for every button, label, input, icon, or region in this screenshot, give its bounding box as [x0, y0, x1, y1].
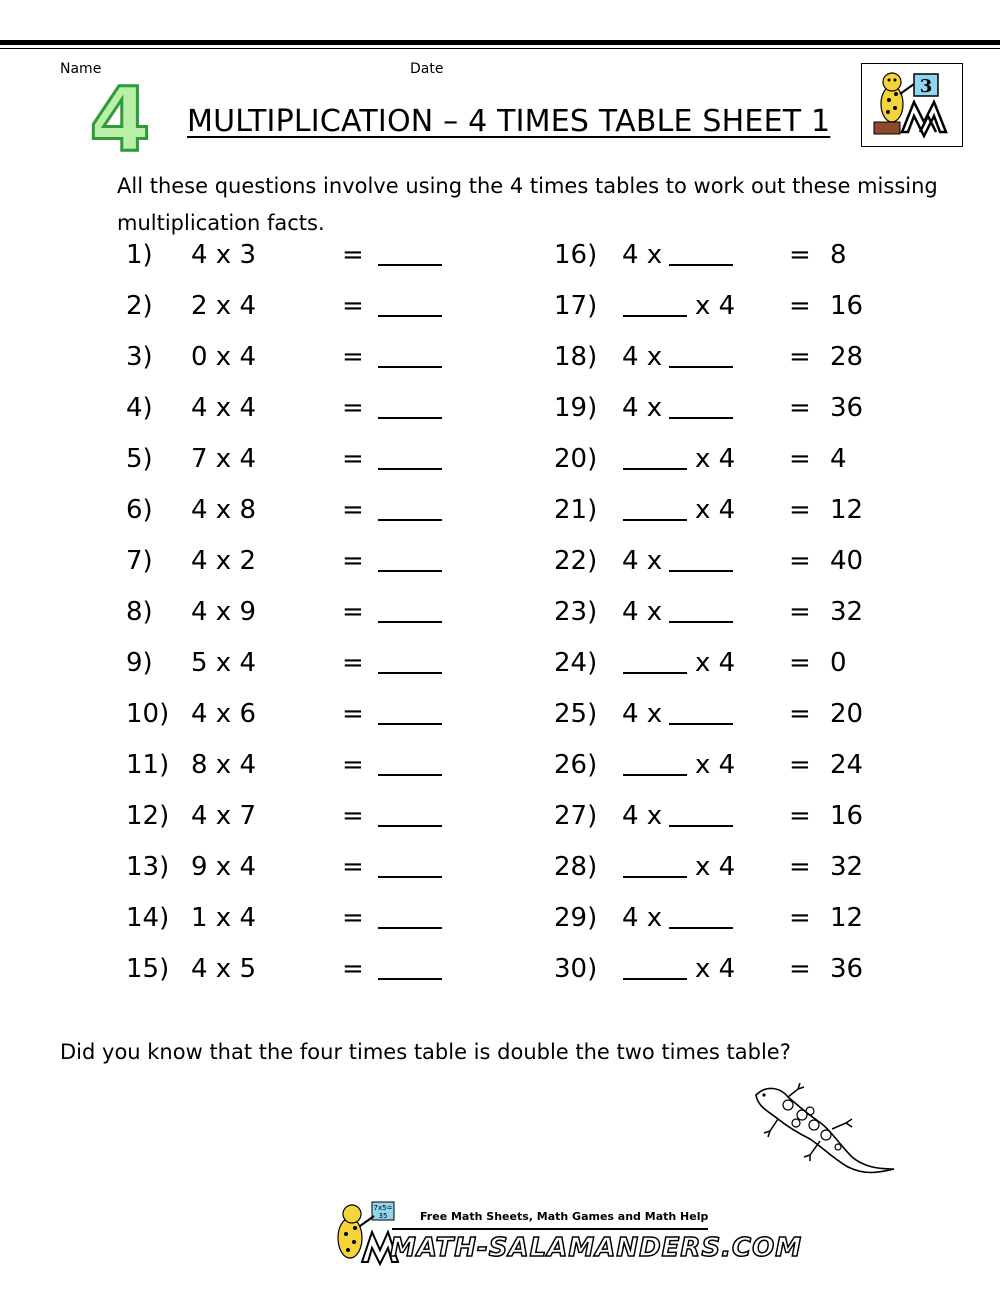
question-number: 17) — [554, 291, 598, 321]
question-number: 9) — [126, 648, 153, 678]
question-number: 3) — [126, 342, 153, 372]
question-prefix: 4 x — [622, 903, 663, 933]
question-expression: 4 x 7 — [191, 801, 256, 831]
question-number: 26) — [554, 750, 598, 780]
top-rule-thin — [0, 48, 1000, 49]
missing-factor-blank[interactable] — [623, 291, 687, 324]
logo — [861, 63, 963, 147]
equals-sign: = — [789, 342, 811, 372]
question-number: 21) — [554, 495, 598, 525]
equals-sign: = — [342, 342, 364, 372]
product-value: 16 — [830, 291, 864, 321]
equals-sign: = — [789, 801, 811, 831]
question-expression: 9 x 4 — [191, 852, 256, 882]
question-row — [0, 699, 1000, 750]
top-rule — [0, 40, 1000, 45]
product-value: 8 — [830, 240, 847, 270]
equals-sign: = — [342, 750, 364, 780]
question-number: 20) — [554, 444, 598, 474]
product-value: 20 — [830, 699, 864, 729]
question-number: 29) — [554, 903, 598, 933]
missing-factor-blank[interactable] — [623, 750, 687, 783]
question-suffix: x 4 — [695, 291, 736, 321]
question-prefix: 4 x — [622, 240, 663, 270]
missing-factor-blank[interactable] — [669, 801, 733, 834]
question-number: 16) — [554, 240, 598, 270]
question-expression: 4 x 6 — [191, 699, 256, 729]
date-label: Date — [410, 61, 444, 77]
product-value: 40 — [830, 546, 864, 576]
question-row — [0, 852, 1000, 903]
missing-factor-blank[interactable] — [623, 495, 687, 528]
question-row — [0, 903, 1000, 954]
missing-factor-blank[interactable] — [623, 648, 687, 681]
question-prefix: 4 x — [622, 393, 663, 423]
question-expression: 4 x 3 — [191, 240, 256, 270]
product-value: 32 — [830, 852, 864, 882]
question-number: 23) — [554, 597, 598, 627]
svg-text:7x5=: 7x5= — [373, 1204, 393, 1212]
question-number: 11) — [126, 750, 170, 780]
question-row — [0, 750, 1000, 801]
equals-sign: = — [789, 852, 811, 882]
footer-site-name: MATH-SALAMANDERS.COM — [390, 1233, 803, 1263]
question-expression: 8 x 4 — [191, 750, 256, 780]
equals-sign: = — [789, 393, 811, 423]
question-expression: 4 x 2 — [191, 546, 256, 576]
question-expression: 4 x 9 — [191, 597, 256, 627]
question-number: 28) — [554, 852, 598, 882]
equals-sign: = — [342, 495, 364, 525]
question-row — [0, 291, 1000, 342]
question-expression: 5 x 4 — [191, 648, 256, 678]
question-number: 30) — [554, 954, 598, 984]
footer-tagline: Free Math Sheets, Math Games and Math Help — [420, 1210, 709, 1223]
fun-fact: Did you know that the four times table is double the two times table? — [60, 1040, 791, 1064]
question-number: 1) — [126, 240, 153, 270]
question-number: 12) — [126, 801, 170, 831]
question-expression: 4 x 5 — [191, 954, 256, 984]
question-expression: 2 x 4 — [191, 291, 256, 321]
product-value: 12 — [830, 903, 864, 933]
question-number: 24) — [554, 648, 598, 678]
missing-factor-blank[interactable] — [669, 546, 733, 579]
question-number: 25) — [554, 699, 598, 729]
equals-sign: = — [342, 852, 364, 882]
question-suffix: x 4 — [695, 750, 736, 780]
question-suffix: x 4 — [695, 495, 736, 525]
missing-factor-blank[interactable] — [669, 699, 733, 732]
question-expression: 7 x 4 — [191, 444, 256, 474]
question-row — [0, 495, 1000, 546]
question-number: 22) — [554, 546, 598, 576]
question-suffix: x 4 — [695, 954, 736, 984]
question-number: 18) — [554, 342, 598, 372]
question-number: 27) — [554, 801, 598, 831]
product-value: 16 — [830, 801, 864, 831]
equals-sign: = — [342, 903, 364, 933]
instructions: All these questions involve using the 4 times tables to work out these missing multiplication facts. — [117, 174, 938, 235]
missing-factor-blank[interactable] — [623, 954, 687, 987]
equals-sign: = — [789, 444, 811, 474]
equals-sign: = — [789, 750, 811, 780]
footer-divider — [392, 1228, 708, 1230]
salamander-logo-icon — [862, 64, 962, 146]
question-prefix: 4 x — [622, 801, 663, 831]
equals-sign: = — [342, 393, 364, 423]
question-row — [0, 240, 1000, 291]
equals-sign: = — [342, 954, 364, 984]
question-row — [0, 648, 1000, 699]
question-number: 10) — [126, 699, 170, 729]
product-value: 36 — [830, 393, 864, 423]
question-number: 8) — [126, 597, 153, 627]
question-prefix: 4 x — [622, 546, 663, 576]
missing-factor-blank[interactable] — [669, 342, 733, 375]
product-value: 32 — [830, 597, 864, 627]
equals-sign: = — [789, 597, 811, 627]
question-row — [0, 546, 1000, 597]
question-suffix: x 4 — [695, 852, 736, 882]
question-row — [0, 342, 1000, 393]
equals-sign: = — [789, 291, 811, 321]
equals-sign: = — [789, 240, 811, 270]
big-four-numeral — [88, 74, 152, 160]
product-value: 36 — [830, 954, 864, 984]
equals-sign: = — [789, 903, 811, 933]
equals-sign: = — [342, 240, 364, 270]
question-suffix: x 4 — [695, 648, 736, 678]
question-number: 19) — [554, 393, 598, 423]
equals-sign: = — [342, 648, 364, 678]
equals-sign: = — [789, 546, 811, 576]
question-number: 6) — [126, 495, 153, 525]
question-row — [0, 801, 1000, 852]
question-prefix: 4 x — [622, 342, 663, 372]
product-value: 12 — [830, 495, 864, 525]
missing-factor-blank[interactable] — [623, 444, 687, 477]
question-number: 2) — [126, 291, 153, 321]
question-expression: 4 x 8 — [191, 495, 256, 525]
svg-text:3: 3 — [919, 76, 933, 97]
page-title: MULTIPLICATION – 4 TIMES TABLE SHEET 1 — [187, 104, 831, 139]
name-label: Name — [60, 61, 102, 77]
question-number: 7) — [126, 546, 153, 576]
question-number: 15) — [126, 954, 170, 984]
question-row — [0, 954, 1000, 1005]
equals-sign: = — [342, 546, 364, 576]
svg-text:4: 4 — [89, 74, 151, 160]
product-value: 0 — [830, 648, 847, 678]
question-number: 4) — [126, 393, 153, 423]
question-number: 14) — [126, 903, 170, 933]
svg-text:35: 35 — [378, 1212, 388, 1220]
missing-factor-blank[interactable] — [669, 393, 733, 426]
equals-sign: = — [342, 444, 364, 474]
salamander-icon — [748, 1083, 898, 1178]
equals-sign: = — [342, 291, 364, 321]
question-expression: 1 x 4 — [191, 903, 256, 933]
question-expression: 4 x 4 — [191, 393, 256, 423]
equals-sign: = — [342, 699, 364, 729]
question-row — [0, 597, 1000, 648]
product-value: 4 — [830, 444, 847, 474]
equals-sign: = — [789, 648, 811, 678]
equals-sign: = — [789, 699, 811, 729]
question-expression: 0 x 4 — [191, 342, 256, 372]
equals-sign: = — [342, 597, 364, 627]
product-value: 28 — [830, 342, 864, 372]
question-prefix: 4 x — [622, 699, 663, 729]
question-number: 13) — [126, 852, 170, 882]
missing-factor-blank[interactable] — [669, 903, 733, 936]
missing-factor-blank[interactable] — [669, 240, 733, 273]
product-value: 24 — [830, 750, 864, 780]
equals-sign: = — [789, 954, 811, 984]
question-suffix: x 4 — [695, 444, 736, 474]
equals-sign: = — [789, 495, 811, 525]
missing-factor-blank[interactable] — [669, 597, 733, 630]
equals-sign: = — [342, 801, 364, 831]
question-row — [0, 393, 1000, 444]
question-prefix: 4 x — [622, 597, 663, 627]
question-number: 5) — [126, 444, 153, 474]
missing-factor-blank[interactable] — [623, 852, 687, 885]
question-row — [0, 444, 1000, 495]
